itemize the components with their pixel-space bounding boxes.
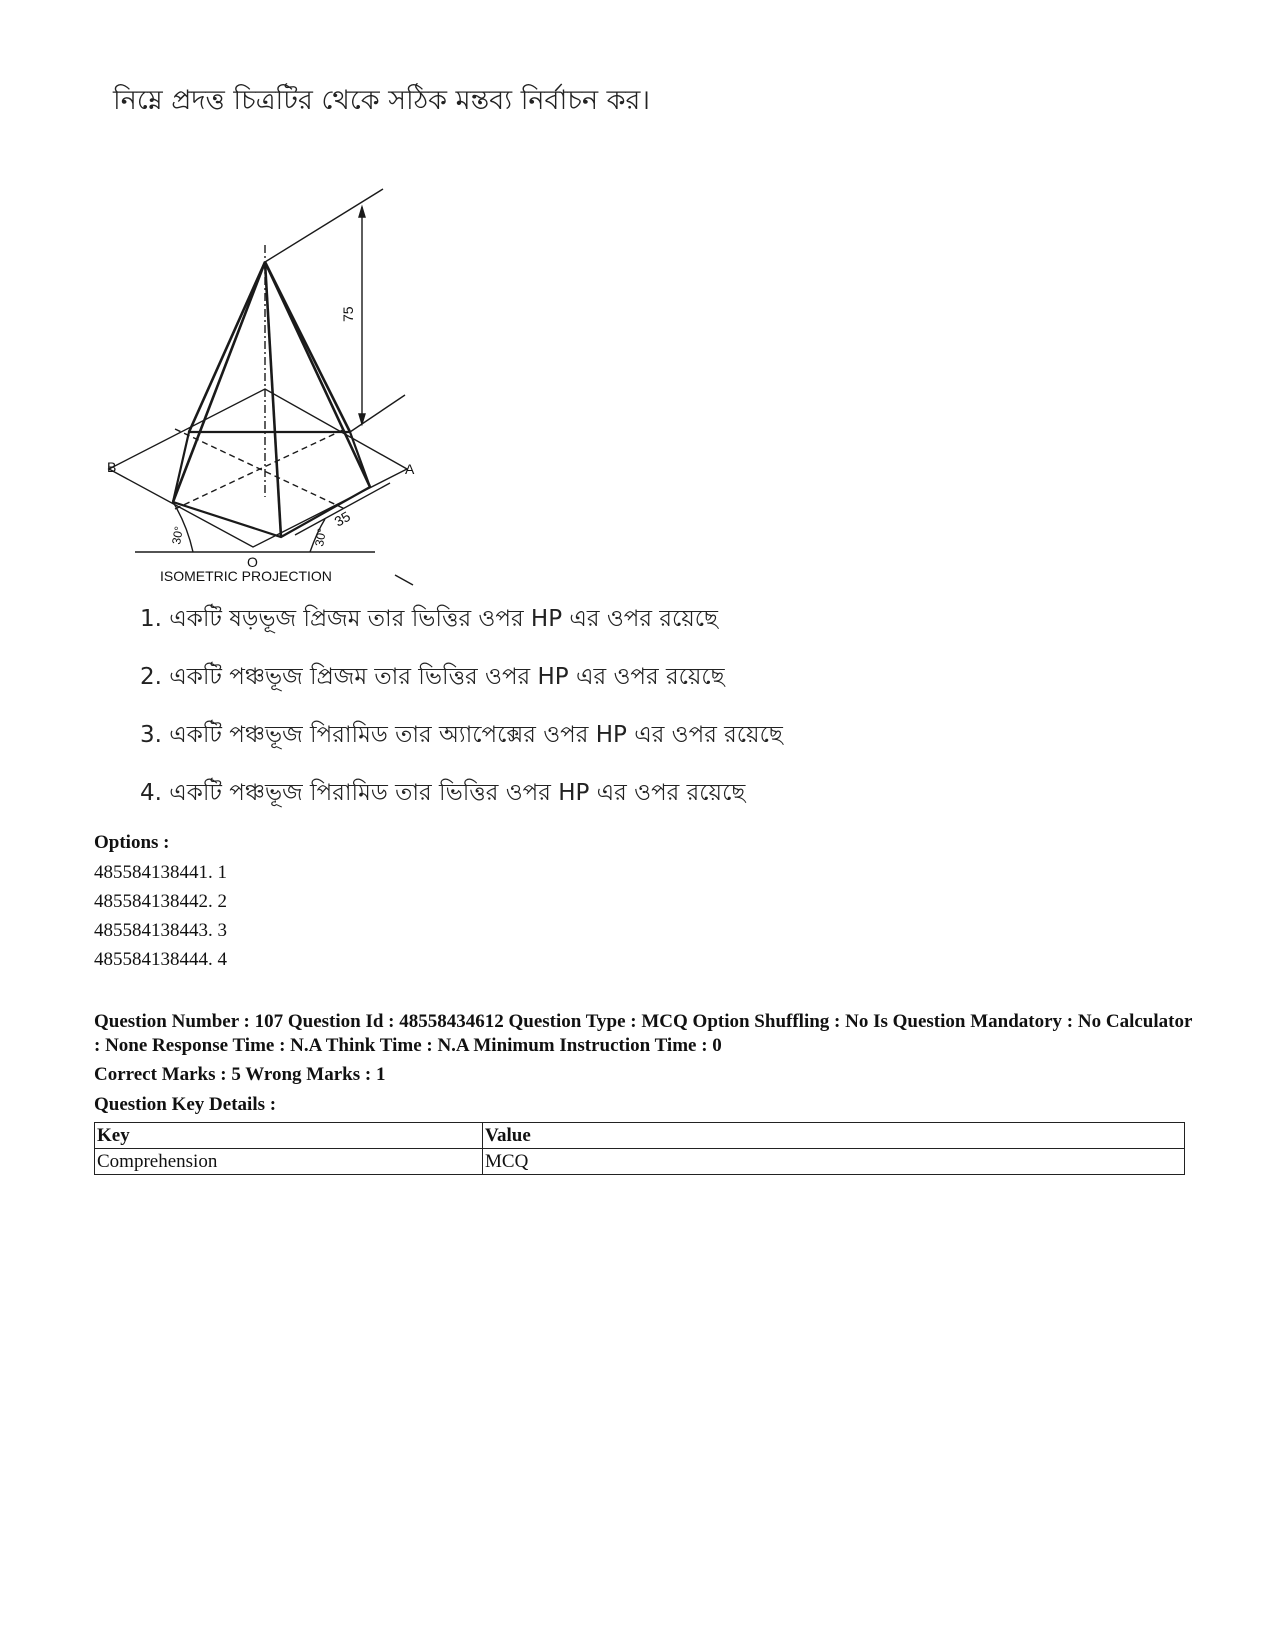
statement-list bbox=[140, 590, 783, 822]
label-a: A bbox=[405, 461, 415, 477]
edge-4 bbox=[265, 262, 370, 487]
dimension-75-label: 75 bbox=[340, 306, 356, 322]
option-item[interactable]: 485584138444. 4 bbox=[94, 949, 227, 970]
option-item[interactable]: 485584138441. 1 bbox=[94, 862, 227, 883]
question-instruction: নিম্নে প্রদত্ত চিত্রটির থেকে সঠিক মন্তব্য নির্বাচন কর। bbox=[113, 85, 651, 116]
statement-item: 4. একটি পঞ্চভূজ পিরামিড তার ভিত্তির ওপর HP এর ওপর রয়েছে bbox=[140, 780, 746, 806]
question-marks: Correct Marks : 5 Wrong Marks : 1 bbox=[94, 1064, 386, 1085]
table-cell-key: Comprehension bbox=[95, 1149, 483, 1175]
statement-item: 3. একটি পঞ্চভূজ পিরামিড তার অ্যাপেক্সের ওপর HP এর ওপর রয়েছে bbox=[140, 722, 783, 748]
angle-right-label: 30° bbox=[312, 527, 330, 548]
arrowhead bbox=[359, 207, 365, 217]
option-item[interactable]: 485584138442. 2 bbox=[94, 891, 227, 912]
label-b: B bbox=[107, 459, 117, 475]
key-details-table bbox=[94, 1122, 1185, 1175]
edge-5 bbox=[265, 262, 281, 537]
statement-item: 1. একটি ষড়ভূজ প্রিজম তার ভিত্তির ওপর HP এর ওপর রয়েছে bbox=[140, 606, 718, 632]
options-header: Options : bbox=[94, 832, 170, 853]
center-line-2 bbox=[175, 429, 345, 509]
table-header-value: Value bbox=[483, 1123, 1185, 1149]
table-header-row bbox=[95, 1123, 1185, 1149]
extension-top bbox=[265, 189, 383, 262]
edge-1 bbox=[173, 262, 265, 502]
question-image bbox=[95, 62, 875, 822]
dimension-35-label: 35 bbox=[331, 507, 353, 530]
statement-item: 2. একটি পঞ্চভূজ প্রিজম তার ভিত্তির ওপর HP এর ওপর রয়েছে bbox=[140, 664, 725, 690]
option-item[interactable]: 485584138443. 3 bbox=[94, 920, 227, 941]
label-o: O bbox=[247, 554, 258, 570]
table-header-key: Key bbox=[95, 1123, 483, 1149]
question-meta: Question Number : 107 Question Id : 48558434612 Question Type : MCQ Option Shuffling : No Is Question Mandatory : No Calculator : None Response Time : N.A Think Time : N.A Minimum Instruction Time : 0 bbox=[94, 1011, 1193, 1056]
table-row bbox=[95, 1149, 1185, 1175]
direction-arrow-f bbox=[395, 575, 413, 585]
options-section bbox=[94, 828, 227, 974]
key-details-header: Question Key Details : bbox=[94, 1094, 277, 1115]
table-cell-value: MCQ bbox=[483, 1149, 1185, 1175]
isometric-pyramid-figure bbox=[95, 127, 495, 584]
angle-left-label: 30° bbox=[169, 525, 187, 546]
figure-caption: ISOMETRIC PROJECTION bbox=[160, 568, 332, 584]
edge-2 bbox=[189, 262, 265, 432]
